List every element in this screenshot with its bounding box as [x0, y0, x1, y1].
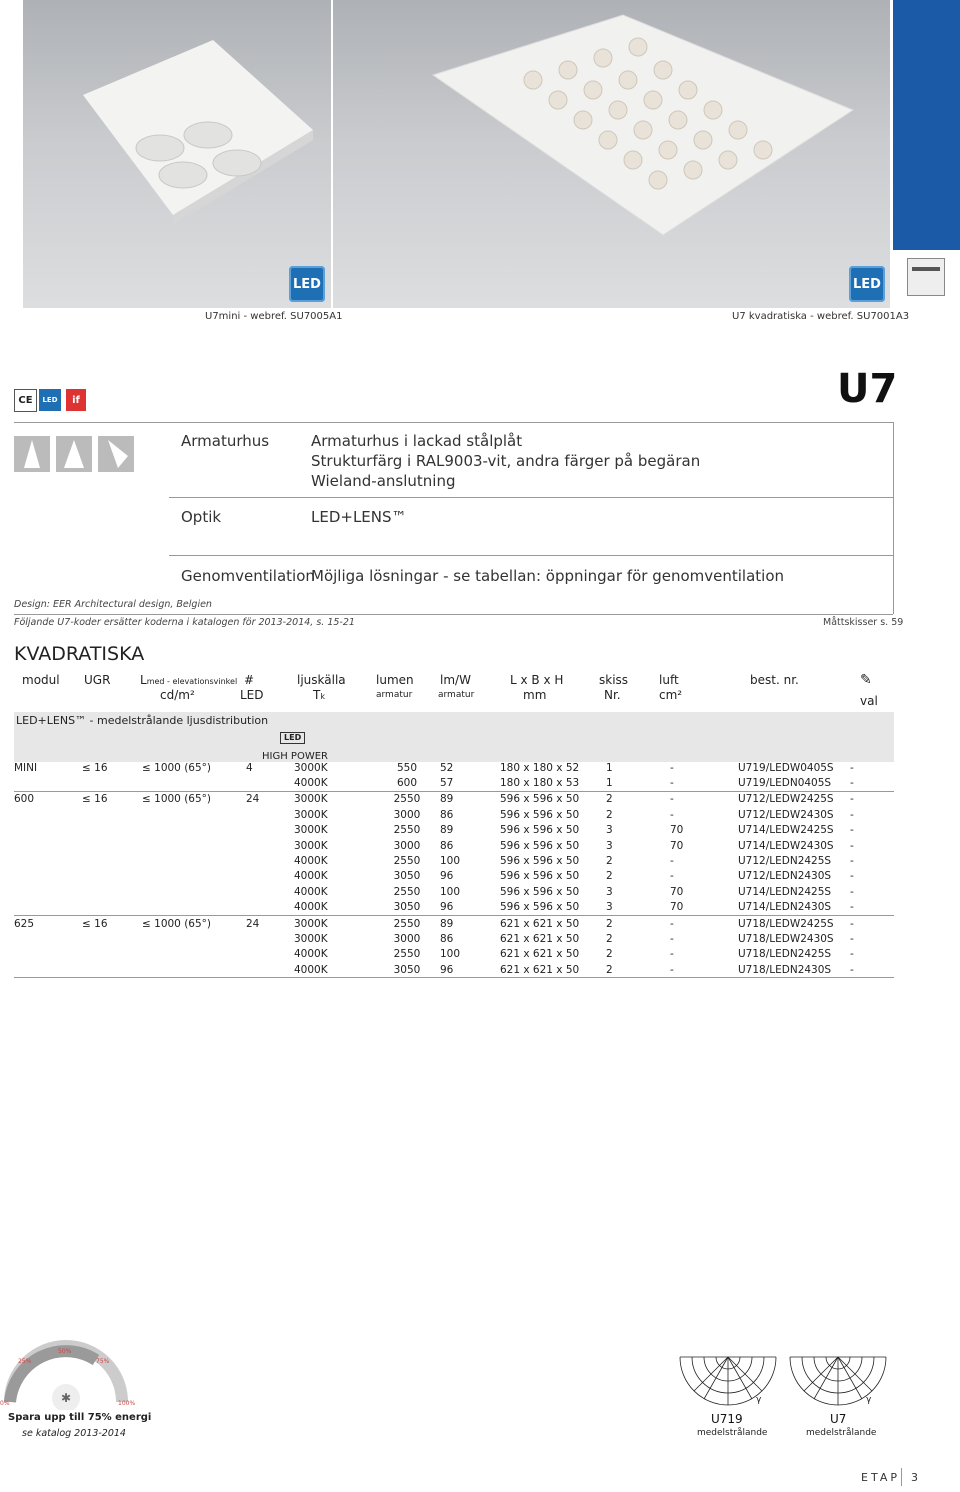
table-cell	[142, 869, 246, 884]
blue-strip	[893, 0, 960, 250]
table-cell: -	[670, 777, 674, 790]
table-cell	[14, 947, 82, 962]
col-light-sub	[313, 688, 325, 702]
table-cell: 3000K	[294, 824, 328, 837]
table-cell: ≤ 16	[82, 917, 108, 930]
table-cell	[82, 947, 142, 962]
col-best: best. nr.	[750, 673, 799, 687]
table-cell: ≤ 16	[82, 793, 108, 806]
table-cell: 3000	[393, 808, 421, 821]
table-row	[14, 807, 894, 822]
section-title: KVADRATISKA	[14, 643, 145, 665]
table-cell: 180 x 180 x 52	[500, 761, 580, 774]
table-cell	[14, 869, 82, 884]
table-cell: U714/LEDW2425S	[738, 824, 834, 837]
caption-left: U7mini - webref. SU7005A1	[205, 311, 343, 322]
polar-diagram-u7	[788, 1355, 888, 1455]
housing-lines	[311, 431, 700, 491]
table-cell: 4	[246, 761, 253, 774]
table-cell: 596 x 596 x 50	[500, 808, 580, 821]
table-cell: 3050	[393, 963, 421, 976]
gauge-25: 25%	[18, 1358, 32, 1365]
polar-gamma: γ	[866, 1395, 872, 1405]
light-sub-k: k	[320, 692, 325, 701]
table-cell	[14, 900, 82, 916]
footer-divider	[901, 1468, 902, 1486]
table-cell: 52	[440, 761, 454, 774]
table-cell: 596 x 596 x 50	[500, 870, 580, 883]
gauge-50: 50%	[58, 1348, 72, 1355]
table-cell: -	[670, 793, 674, 806]
table-cell	[82, 869, 142, 884]
table-cell: 70	[670, 839, 684, 852]
gauge-75: 75%	[96, 1358, 110, 1365]
table-cell: U718/LEDW2430S	[738, 932, 834, 945]
energy-subtitle: se katalog 2013-2014	[22, 1428, 126, 1439]
housing-line: Wieland-anslutning	[311, 472, 456, 490]
mounting-icons	[14, 436, 134, 476]
table-cell: 3000K	[294, 761, 328, 774]
table-cell: 3000K	[294, 932, 328, 945]
table-cell: -	[850, 761, 854, 774]
table-cell: 70	[670, 824, 684, 837]
product-photo-square	[333, 0, 890, 308]
table-cell	[246, 775, 294, 791]
table-cell: 2550	[393, 948, 421, 961]
table-cell: 4000K	[294, 885, 328, 898]
table-cell: 3	[606, 839, 613, 852]
table-cell: 600	[14, 793, 35, 806]
mini-luminaire-illustration	[23, 0, 331, 308]
table-cell: ≤ 1000 (65°)	[142, 761, 211, 774]
table-cell: U714/LEDN2425S	[738, 885, 832, 898]
table-cell: U718/LEDN2425S	[738, 948, 832, 961]
col-lmw: lm/W	[440, 673, 471, 687]
spec-mid-rule	[169, 497, 893, 498]
square-luminaire-illustration	[333, 0, 890, 308]
polar-name: U7	[830, 1412, 847, 1426]
recessed-icon	[907, 258, 945, 296]
table-cell	[246, 884, 294, 899]
optics-label: Optik	[181, 508, 222, 526]
table-cell	[14, 962, 82, 977]
table-cell: -	[850, 793, 854, 806]
table-cell: -	[850, 855, 854, 868]
table-row	[14, 791, 894, 807]
table-cell: 2550	[393, 824, 421, 837]
table-cell: 596 x 596 x 50	[500, 793, 580, 806]
table-cell: U718/LEDN2430S	[738, 963, 832, 976]
table-row	[14, 853, 894, 868]
col-lumen-sub: armatur	[376, 690, 413, 700]
table-cell	[142, 838, 246, 853]
table-cell: 24	[246, 917, 260, 930]
table-cell	[246, 853, 294, 868]
col-ugr: UGR	[84, 673, 111, 687]
table-cell: 100	[440, 885, 461, 898]
table-row	[14, 775, 894, 791]
table-row	[14, 823, 894, 838]
col-modul: modul	[22, 673, 60, 687]
table-cell: 4000K	[294, 777, 328, 790]
table-cell	[82, 838, 142, 853]
table-cell	[246, 931, 294, 946]
table-cell: 2	[606, 793, 613, 806]
svg-text:✱: ✱	[60, 1391, 72, 1405]
table-cell: 1	[606, 777, 613, 790]
table-cell: 2	[606, 932, 613, 945]
table-row	[14, 962, 894, 977]
table-cell	[246, 962, 294, 977]
table-cell: U714/LEDW2430S	[738, 839, 834, 852]
table-cell: -	[670, 932, 674, 945]
vent-value: Möjliga lösningar - se tabellan: öppningar för genomventilation	[311, 567, 785, 585]
table-cell: 3000K	[294, 839, 328, 852]
housing-label: Armaturhus	[181, 432, 270, 450]
table-cell: U712/LEDN2430S	[738, 870, 832, 883]
table-cell: 2550	[393, 793, 421, 806]
table-cell: -	[850, 824, 854, 837]
table-cell: 57	[440, 777, 454, 790]
design-note: Design: EER Architectural design, Belgien	[14, 599, 212, 610]
table-cell: 2	[606, 917, 613, 930]
table-cell: 2550	[393, 855, 421, 868]
housing-line: Armaturhus i lackad stålplåt	[311, 432, 523, 450]
polar-svg	[678, 1355, 778, 1410]
table-cell: 4000K	[294, 948, 328, 961]
spec-top-rule	[14, 422, 893, 423]
table-cell: 621 x 621 x 50	[500, 948, 580, 961]
footer-brand: ETAP	[861, 1471, 900, 1484]
table-cell: U719/LEDW0405S	[738, 761, 834, 774]
table-cell: 4000K	[294, 855, 328, 868]
col-skiss: skiss	[599, 673, 629, 687]
table-cell: 2	[606, 963, 613, 976]
table-cell	[82, 807, 142, 822]
table-cell: 96	[440, 901, 454, 914]
group-power: HIGH POWER	[262, 751, 328, 762]
table-cell	[142, 962, 246, 977]
col-luft: luft	[659, 673, 679, 687]
table-cell	[82, 823, 142, 838]
table-cell	[246, 823, 294, 838]
table-cell: 2550	[393, 885, 421, 898]
table-cell: 3000	[393, 932, 421, 945]
table-cell: 70	[670, 885, 684, 898]
table-cell: 2	[606, 948, 613, 961]
table-cell: -	[670, 808, 674, 821]
table-cell	[246, 807, 294, 822]
light-sub-main: T	[313, 688, 321, 702]
table-cell: U719/LEDN0405S	[738, 777, 832, 790]
table-cell: -	[850, 932, 854, 945]
table-bottom-rule	[14, 977, 894, 978]
table-cell: -	[670, 855, 674, 868]
table-cell	[14, 931, 82, 946]
selection-icon: ✎	[860, 672, 872, 688]
table-cell: ≤ 1000 (65°)	[142, 917, 211, 930]
group-label: LED+LENS™ - medelstrålande ljusdistribution	[16, 714, 269, 727]
table-cell: 550	[396, 761, 418, 774]
table-row	[14, 838, 894, 853]
table-row	[14, 947, 894, 962]
product-code: U7	[837, 366, 898, 412]
table-row	[14, 760, 894, 775]
table-cell: 2	[606, 855, 613, 868]
table-cell	[14, 775, 82, 791]
col-light: ljuskälla	[297, 673, 346, 687]
table-cell: ≤ 1000 (65°)	[142, 793, 211, 806]
table-cell: MINI	[14, 761, 38, 774]
table-cell: U712/LEDN2425S	[738, 855, 832, 868]
table-cell: 4000K	[294, 870, 328, 883]
table-cell: 1	[606, 761, 613, 774]
table-cell: 3050	[393, 901, 421, 914]
table-cell	[142, 884, 246, 899]
group-led-badge: LED	[280, 732, 305, 744]
table-cell: -	[850, 808, 854, 821]
spec-mid-rule	[169, 555, 893, 556]
product-photo-mini	[23, 0, 331, 308]
housing-line: Strukturfärg i RAL9003-vit, andra färger på begäran	[311, 452, 701, 470]
led-badge: LED	[849, 266, 885, 302]
caption-right: U7 kvadratiska - webref. SU7001A3	[732, 311, 910, 322]
optics-value: LED+LENS™	[311, 508, 407, 526]
spec-table	[14, 760, 894, 977]
table-cell: 2	[606, 808, 613, 821]
col-val: val	[860, 694, 878, 708]
polar-diagram-u719	[678, 1355, 778, 1455]
table-cell: 96	[440, 870, 454, 883]
table-cell: -	[850, 777, 854, 790]
table-cell: 3000	[393, 839, 421, 852]
table-cell	[246, 869, 294, 884]
table-row	[14, 931, 894, 946]
table-cell: 70	[670, 901, 684, 914]
table-cell	[142, 900, 246, 916]
table-cell: -	[850, 963, 854, 976]
col-num-sub: LED	[240, 688, 264, 702]
table-cell	[14, 823, 82, 838]
polar-svg	[788, 1355, 888, 1410]
table-cell	[246, 947, 294, 962]
table-cell	[142, 853, 246, 868]
table-cell: ≤ 16	[82, 761, 108, 774]
table-cell	[246, 838, 294, 853]
table-cell: -	[850, 870, 854, 883]
table-cell: 621 x 621 x 50	[500, 932, 580, 945]
table-cell: 3	[606, 885, 613, 898]
table-cell: 2550	[393, 917, 421, 930]
table-cell	[14, 838, 82, 853]
table-cell: U714/LEDN2430S	[738, 901, 832, 914]
table-cell: U712/LEDW2430S	[738, 808, 834, 821]
table-cell	[142, 775, 246, 791]
polar-sub: medelstrålande	[806, 1428, 877, 1438]
gauge-100: 100%	[118, 1400, 136, 1407]
ce-mark-icon: CE	[14, 389, 37, 412]
lmed-sub: med - elevationsvinkel	[146, 677, 238, 686]
table-cell: 86	[440, 839, 454, 852]
table-cell: 596 x 596 x 50	[500, 855, 580, 868]
table-cell: 100	[440, 948, 461, 961]
table-cell: -	[850, 917, 854, 930]
table-cell: 3000K	[294, 808, 328, 821]
table-cell: 596 x 596 x 50	[500, 839, 580, 852]
col-luft-sub: cm²	[659, 688, 683, 702]
table-cell	[246, 900, 294, 916]
table-cell: 96	[440, 963, 454, 976]
polar-sub: medelstrålande	[697, 1428, 768, 1438]
energy-gauge	[0, 1340, 140, 1420]
table-cell: -	[670, 870, 674, 883]
table-cell	[82, 962, 142, 977]
table-cell: 89	[440, 793, 454, 806]
col-lumen: lumen	[376, 673, 414, 687]
table-cell	[82, 931, 142, 946]
table-cell: U712/LEDW2425S	[738, 793, 834, 806]
if-award-icon: if	[66, 389, 86, 411]
table-cell: 89	[440, 917, 454, 930]
col-lmed-unit: cd/m²	[160, 688, 195, 702]
table-cell: 86	[440, 808, 454, 821]
table-row	[14, 884, 894, 899]
table-cell: 89	[440, 824, 454, 837]
table-cell: -	[670, 917, 674, 930]
table-cell	[142, 947, 246, 962]
table-cell: 180 x 180 x 53	[500, 777, 580, 790]
table-cell: 100	[440, 855, 461, 868]
table-cell: 86	[440, 932, 454, 945]
table-cell	[82, 884, 142, 899]
replace-note: Följande U7-koder ersätter koderna i katalogen för 2013-2014, s. 15-21	[14, 617, 355, 628]
col-skiss-sub: Nr.	[604, 688, 621, 702]
table-cell	[142, 823, 246, 838]
table-cell	[82, 900, 142, 916]
table-cell: -	[850, 885, 854, 898]
table-cell: -	[670, 948, 674, 961]
table-row	[14, 915, 894, 931]
table-cell	[142, 931, 246, 946]
table-cell: 600	[396, 777, 418, 790]
table-cell: -	[850, 901, 854, 914]
table-cell: -	[850, 839, 854, 852]
col-lmw-sub: armatur	[438, 690, 475, 700]
polar-name: U719	[711, 1412, 743, 1426]
led-cert-icon: LED	[39, 389, 61, 411]
table-cell: 3050	[393, 870, 421, 883]
table-cell	[14, 884, 82, 899]
table-cell: -	[670, 963, 674, 976]
col-lbh: L x B x H	[510, 673, 564, 687]
table-row	[14, 900, 894, 916]
table-cell	[14, 853, 82, 868]
table-cell: 3000K	[294, 793, 328, 806]
table-cell: 621 x 621 x 50	[500, 963, 580, 976]
table-cell: 2	[606, 870, 613, 883]
dimension-ref: Måttskisser s. 59	[823, 617, 904, 628]
led-badge: LED	[289, 266, 325, 302]
lmed-main: L	[140, 673, 147, 687]
table-cell	[142, 807, 246, 822]
col-lbh-sub: mm	[523, 688, 547, 702]
table-cell	[14, 807, 82, 822]
table-cell	[82, 775, 142, 791]
energy-title: Spara upp till 75% energi	[8, 1412, 152, 1423]
table-cell: 4000K	[294, 963, 328, 976]
table-cell: 3	[606, 901, 613, 914]
table-cell: 24	[246, 793, 260, 806]
footer-page: 3	[911, 1471, 918, 1484]
table-cell	[82, 853, 142, 868]
col-lmed	[140, 673, 237, 687]
table-cell: 3000K	[294, 917, 328, 930]
table-cell: -	[670, 761, 674, 774]
table-cell: 596 x 596 x 50	[500, 824, 580, 837]
table-cell: 621 x 621 x 50	[500, 917, 580, 930]
vent-label: Genomventilation	[181, 567, 315, 585]
spec-right-rule	[893, 422, 894, 614]
table-cell: 3	[606, 824, 613, 837]
gauge-0: 0%	[0, 1400, 10, 1407]
table-cell: 625	[14, 917, 35, 930]
table-cell: 596 x 596 x 50	[500, 885, 580, 898]
table-row	[14, 869, 894, 884]
spec-bottom-rule	[14, 614, 893, 615]
table-cell: 596 x 596 x 50	[500, 901, 580, 914]
table-cell: 4000K	[294, 901, 328, 914]
table-cell: -	[850, 948, 854, 961]
polar-gamma: γ	[756, 1395, 762, 1405]
table-cell: U718/LEDW2425S	[738, 917, 834, 930]
col-num: #	[244, 673, 255, 687]
